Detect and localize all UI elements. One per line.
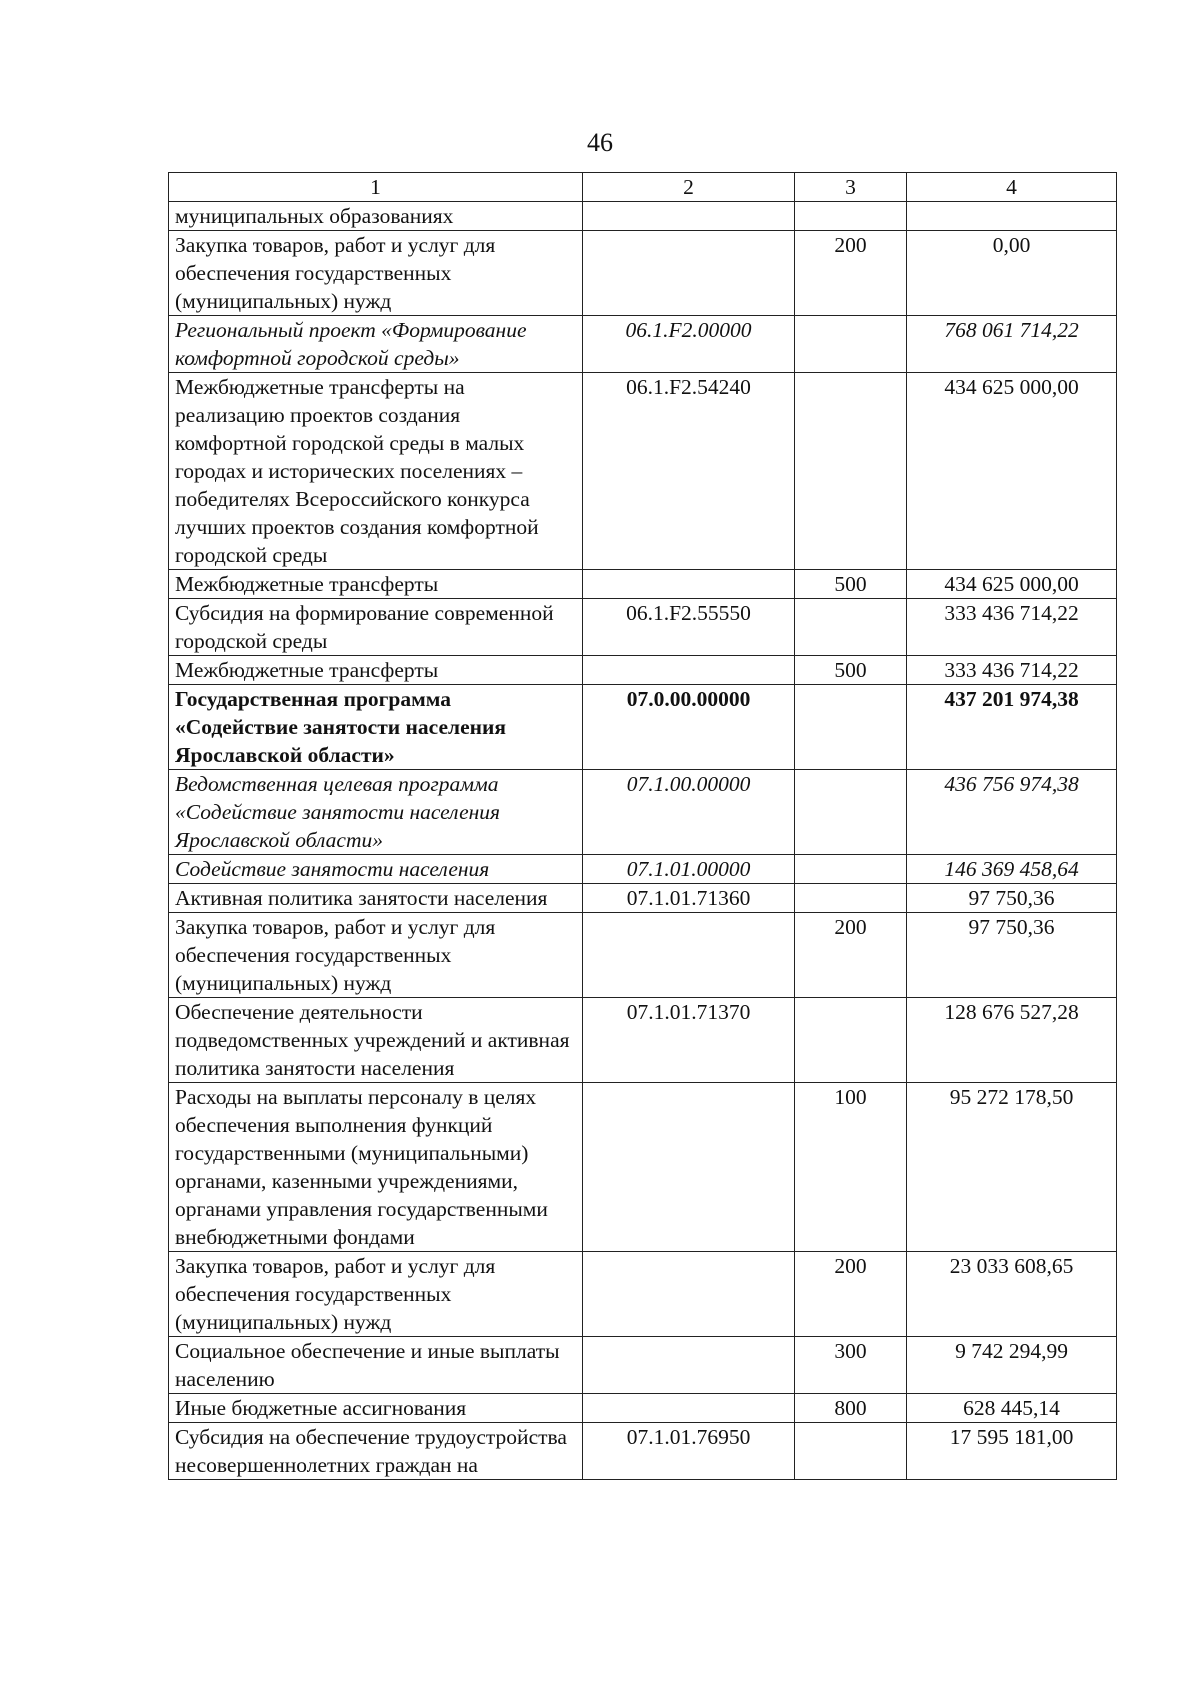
- table-row: [169, 913, 1117, 998]
- row-code-cell: [583, 656, 795, 685]
- row-type-cell: 100: [795, 1083, 907, 1252]
- row-code-cell: [583, 202, 795, 231]
- table-row: [169, 1337, 1117, 1394]
- table-row: [169, 373, 1117, 570]
- table-row: [169, 316, 1117, 373]
- page-number: 46: [587, 128, 613, 157]
- row-sum-cell: 434 625 000,00: [907, 373, 1117, 570]
- table-header-row: [169, 173, 1117, 202]
- row-code-cell: 06.1.F2.00000: [583, 316, 795, 373]
- row-sum-cell: 333 436 714,22: [907, 599, 1117, 656]
- row-type-cell: [795, 202, 907, 231]
- row-type-cell: [795, 685, 907, 770]
- row-sum-cell: 95 272 178,50: [907, 1083, 1117, 1252]
- row-code-cell: 07.1.01.76950: [583, 1423, 795, 1480]
- header-cell-2: 2: [583, 173, 795, 202]
- row-sum-cell: [907, 202, 1117, 231]
- row-name-cell: Активная политика занятости населения: [169, 884, 583, 913]
- budget-table: [168, 172, 1117, 1480]
- table-row: [169, 770, 1117, 855]
- row-type-cell: [795, 599, 907, 656]
- header-cell-4: 4: [907, 173, 1117, 202]
- row-type-cell: [795, 770, 907, 855]
- table-row: [169, 1423, 1117, 1480]
- row-code-cell: 07.1.01.71360: [583, 884, 795, 913]
- row-sum-cell: 437 201 974,38: [907, 685, 1117, 770]
- row-sum-cell: 768 061 714,22: [907, 316, 1117, 373]
- row-name-cell: Расходы на выплаты персоналу в целях обеспечения выполнения функций государственными (муниципальными) органами, казенными учреждениями, органами управления государственными внебюджетными фондами: [169, 1083, 583, 1252]
- row-code-cell: [583, 570, 795, 599]
- table-row: [169, 884, 1117, 913]
- row-code-cell: 07.1.01.71370: [583, 998, 795, 1083]
- row-type-cell: 300: [795, 1337, 907, 1394]
- row-name-cell: Социальное обеспечение и иные выплаты населению: [169, 1337, 583, 1394]
- table-row: [169, 570, 1117, 599]
- row-name-cell: Региональный проект «Формирование комфортной городской среды»: [169, 316, 583, 373]
- row-name-cell: Закупка товаров, работ и услуг для обеспечения государственных (муниципальных) нужд: [169, 913, 583, 998]
- row-sum-cell: 9 742 294,99: [907, 1337, 1117, 1394]
- row-type-cell: 200: [795, 913, 907, 998]
- row-type-cell: [795, 316, 907, 373]
- header-cell-3: 3: [795, 173, 907, 202]
- row-name-cell: Закупка товаров, работ и услуг для обеспечения государственных (муниципальных) нужд: [169, 1252, 583, 1337]
- row-type-cell: 500: [795, 570, 907, 599]
- row-code-cell: 07.0.00.00000: [583, 685, 795, 770]
- row-sum-cell: 0,00: [907, 231, 1117, 316]
- row-code-cell: [583, 231, 795, 316]
- row-code-cell: 06.1.F2.55550: [583, 599, 795, 656]
- row-type-cell: 800: [795, 1394, 907, 1423]
- row-type-cell: [795, 855, 907, 884]
- row-type-cell: 200: [795, 231, 907, 316]
- row-sum-cell: 128 676 527,28: [907, 998, 1117, 1083]
- row-name-cell: Обеспечение деятельности подведомственных учреждений и активная политика занятости населения: [169, 998, 583, 1083]
- row-sum-cell: 146 369 458,64: [907, 855, 1117, 884]
- header-cell-1: 1: [169, 173, 583, 202]
- row-code-cell: [583, 913, 795, 998]
- table-row: [169, 998, 1117, 1083]
- table-row: [169, 855, 1117, 884]
- table-row: [169, 1394, 1117, 1423]
- row-sum-cell: 333 436 714,22: [907, 656, 1117, 685]
- table-row: [169, 1083, 1117, 1252]
- row-type-cell: [795, 884, 907, 913]
- row-sum-cell: 97 750,36: [907, 913, 1117, 998]
- table-row: [169, 202, 1117, 231]
- table-row: [169, 685, 1117, 770]
- row-name-cell: Межбюджетные трансферты на реализацию проектов создания комфортной городской среды в малых городах и исторических поселениях – победителях Всероссийского конкурса лучших проектов создания комфортной городской среды: [169, 373, 583, 570]
- row-type-cell: [795, 998, 907, 1083]
- row-code-cell: [583, 1083, 795, 1252]
- row-name-cell: Субсидия на обеспечение трудоустройства несовершеннолетних граждан на: [169, 1423, 583, 1480]
- row-sum-cell: 434 625 000,00: [907, 570, 1117, 599]
- row-type-cell: 200: [795, 1252, 907, 1337]
- row-type-cell: [795, 1423, 907, 1480]
- table-row: [169, 231, 1117, 316]
- row-code-cell: 07.1.01.00000: [583, 855, 795, 884]
- row-code-cell: [583, 1337, 795, 1394]
- row-name-cell: Государственная программа «Содействие занятости населения Ярославской области»: [169, 685, 583, 770]
- row-sum-cell: 23 033 608,65: [907, 1252, 1117, 1337]
- row-code-cell: 07.1.00.00000: [583, 770, 795, 855]
- row-name-cell: Иные бюджетные ассигнования: [169, 1394, 583, 1423]
- budget-table-body: [169, 173, 1117, 1480]
- row-sum-cell: 17 595 181,00: [907, 1423, 1117, 1480]
- table-row: [169, 656, 1117, 685]
- row-name-cell: Межбюджетные трансферты: [169, 570, 583, 599]
- row-code-cell: [583, 1252, 795, 1337]
- row-name-cell: Межбюджетные трансферты: [169, 656, 583, 685]
- row-name-cell: муниципальных образованиях: [169, 202, 583, 231]
- table-row: [169, 1252, 1117, 1337]
- row-name-cell: Субсидия на формирование современной городской среды: [169, 599, 583, 656]
- row-name-cell: Содействие занятости населения: [169, 855, 583, 884]
- row-sum-cell: 628 445,14: [907, 1394, 1117, 1423]
- row-type-cell: [795, 373, 907, 570]
- row-sum-cell: 97 750,36: [907, 884, 1117, 913]
- table-row: [169, 599, 1117, 656]
- row-code-cell: [583, 1394, 795, 1423]
- row-sum-cell: 436 756 974,38: [907, 770, 1117, 855]
- row-name-cell: Закупка товаров, работ и услуг для обеспечения государственных (муниципальных) нужд: [169, 231, 583, 316]
- row-name-cell: Ведомственная целевая программа «Содействие занятости населения Ярославской области»: [169, 770, 583, 855]
- row-code-cell: 06.1.F2.54240: [583, 373, 795, 570]
- row-type-cell: 500: [795, 656, 907, 685]
